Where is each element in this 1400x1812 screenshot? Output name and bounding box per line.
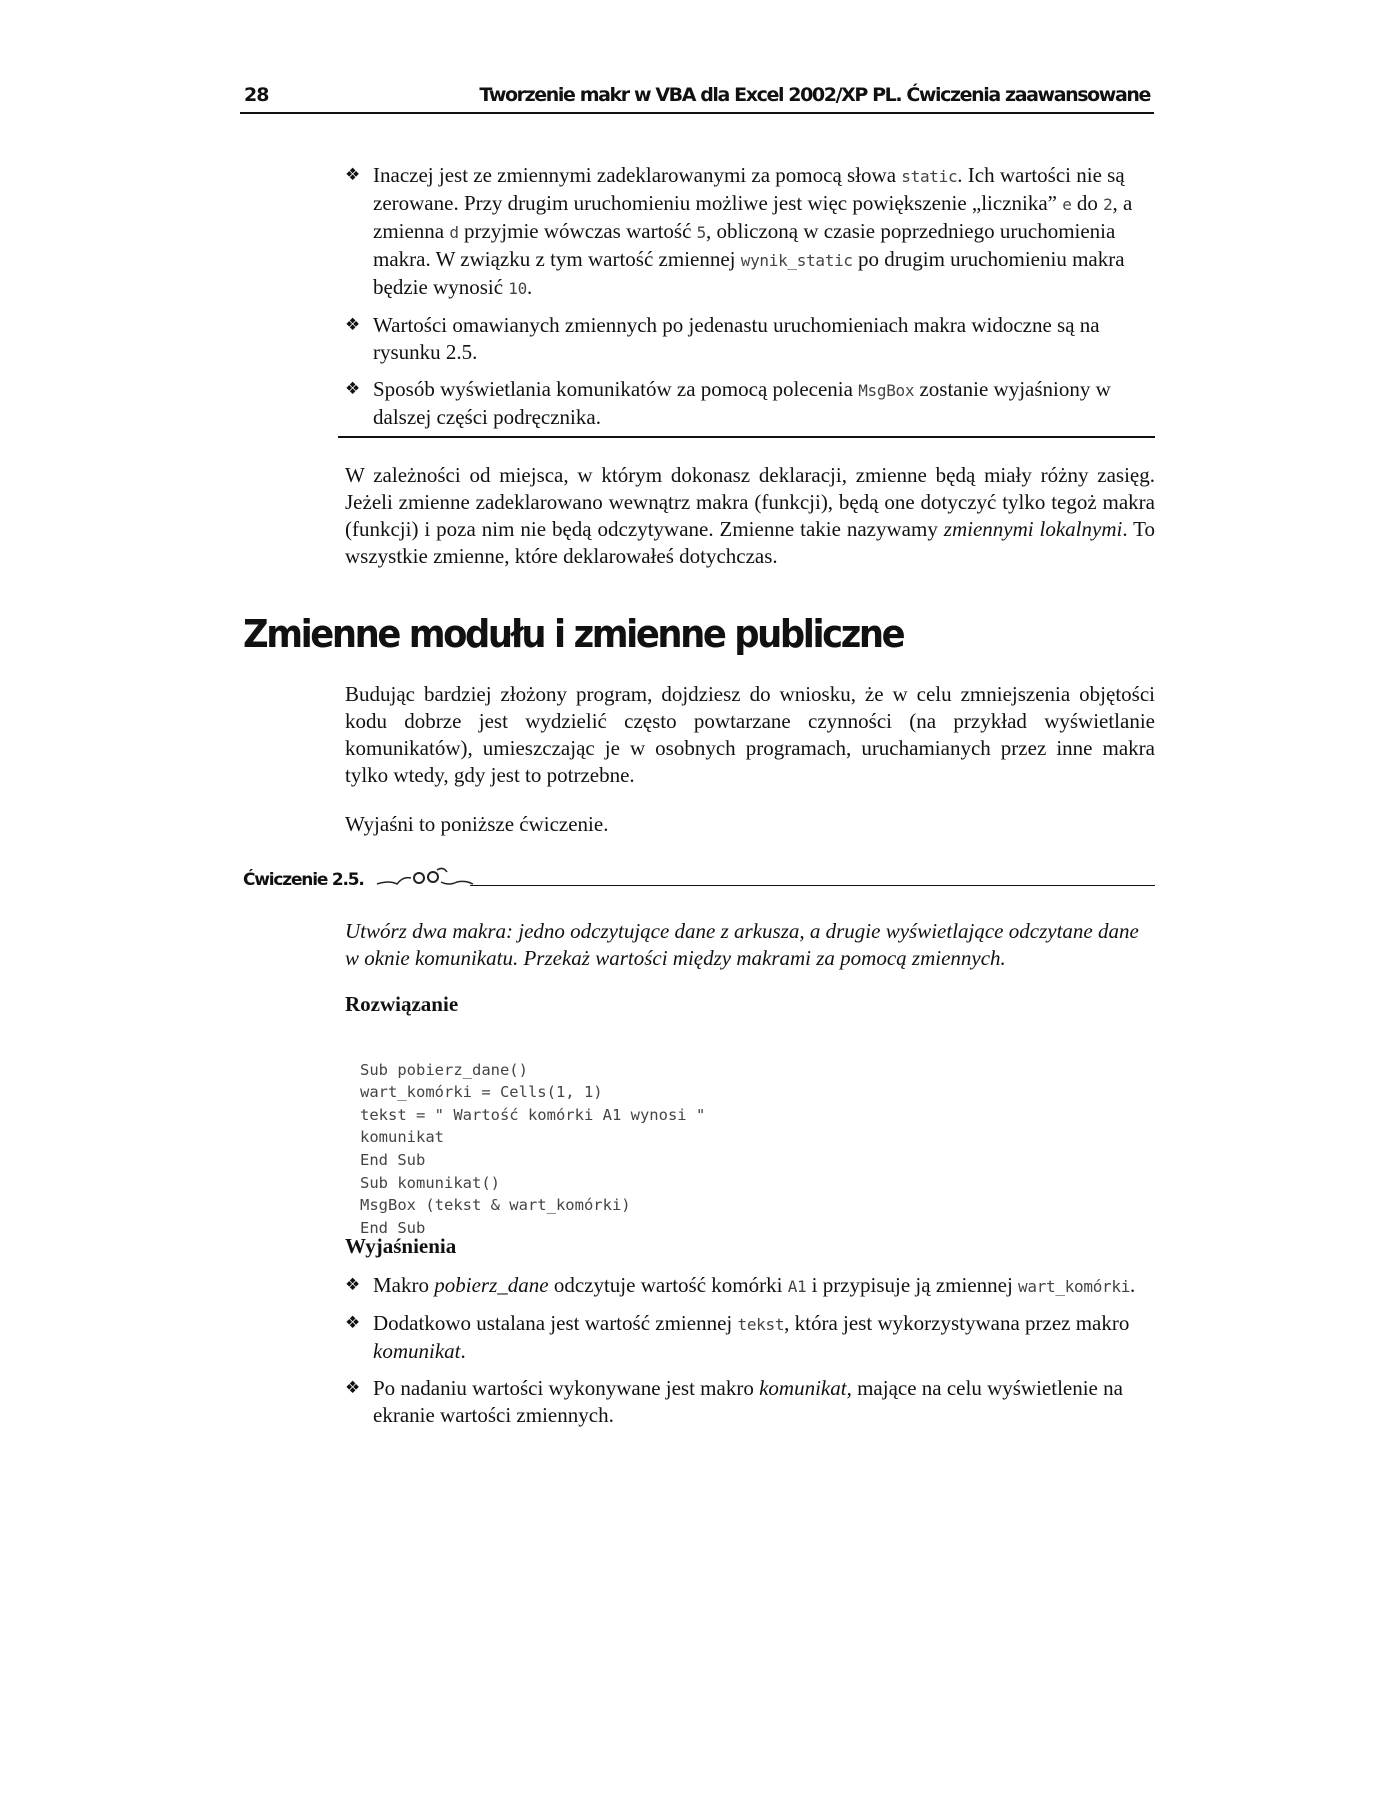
code-inline: static (901, 167, 958, 186)
diamond-bullet-icon: ❖ (345, 1313, 361, 1333)
code-inline: 2 (1103, 195, 1113, 214)
code-inline: A1 (787, 1277, 807, 1296)
exercise-rule (470, 885, 1155, 886)
paragraph-scope: W zależności od miejsca, w którym dokonasz deklaracji, zmienne będą miały różny zasięg. Jeżeli zmienne zadeklarowano wewnątrz makra (funkcji), będą one dotyczyć tylko tegoż makra (funkcji) i poza nim nie będą odczytywane. Zmienne takie nazywamy zmiennymi lokalnymi. To wszystkie zmienne, które deklarowałeś dotychczas. (345, 463, 1156, 568)
list-item: ❖ Po nadaniu wartości wykonywane jest makro komunikat, mające na celu wyświetlenie na ekranie wartości zmiennych. (345, 1376, 1123, 1427)
exercise-task: Utwórz dwa makra: jedno odczytujące dane z arkusza, a drugie wyświetlające odczytane dane w oknie komunikatu. Przekaż wartości między makrami za pomocą zmiennych. (345, 919, 1139, 970)
list-item: ❖ Sposób wyświetlania komunikatów za pomocą polecenia MsgBox zostanie wyjaśniony w dalszej części podręcznika. (345, 377, 1111, 429)
list-item: ❖ Wartości omawianych zmiennych po jedenastu uruchomieniach makra widoczne są na rysunku 2.5. (345, 313, 1100, 364)
diamond-bullet-icon: ❖ (345, 165, 361, 185)
code-inline: wynik_static (740, 251, 853, 270)
code-inline: d (449, 223, 459, 242)
code-inline: e (1062, 195, 1072, 214)
section-heading: Zmienne modułu i zmienne publiczne (243, 612, 904, 656)
page-number: 28 (244, 84, 269, 106)
solution-heading: Rozwiązanie (345, 992, 459, 1016)
paragraph-explain: Wyjaśni to poniższe ćwiczenie. (345, 812, 609, 836)
code-line: End Sub (360, 1150, 426, 1169)
explanations-heading: Wyjaśnienia (345, 1234, 457, 1258)
page-header (240, 84, 1154, 114)
exercise-ornament-icon (375, 864, 475, 888)
code-line: komunikat (360, 1128, 444, 1147)
paragraph-building: Budując bardziej złożony program, dojdziesz do wniosku, że w celu zmniejszenia objętości kodu dobrze jest wydzielić często powtarzane czynności (na przykład wyświetlanie komunikatów), umieszczając je w osobnych programach, uruchamianych przez inne makra tylko wtedy, gdy jest to potrzebne. (345, 682, 1155, 787)
list-item: ❖ Makro pobierz_dane odczytuje wartość komórki A1 i przypisuje ją zmiennej wart_komórki. (345, 1273, 1136, 1297)
list-item: ❖ Inaczej jest ze zmiennymi zadeklarowanymi za pomocą słowa static. Ich wartości nie są zerowane. Przy drugim uruchomieniu możliwe jest więc powiększenie „licznika” e do 2, a zmienna d przyjmie wówczas wartość 5, obliczoną w czasie poprzedniego uruchomienia makra. W związku z tym wartość zmiennej wynik_static po drugim uruchomieniu makra będzie wynosić 10. (345, 163, 1133, 299)
code-inline: 5 (696, 223, 706, 242)
code-inline: MsgBox (858, 381, 915, 400)
code-line: wart_komórki = Cells(1, 1) (360, 1083, 603, 1102)
bullet-list-top (345, 162, 1155, 441)
code-line: tekst = " Wartość komórki A1 wynosi " (360, 1105, 706, 1124)
diamond-bullet-icon: ❖ (345, 1378, 361, 1398)
running-title: Tworzenie makr w VBA dla Excel 2002/XP PL. Ćwiczenia zaawansowane (479, 84, 1150, 106)
code-inline: 10 (508, 279, 527, 298)
diamond-bullet-icon: ❖ (345, 379, 361, 399)
list-item: ❖ Dodatkowo ustalana jest wartość zmiennej tekst, która jest wykorzystywana przez makro komunikat. (345, 1311, 1130, 1363)
code-inline: wart_komórki (1018, 1277, 1131, 1296)
code-inline: tekst (737, 1315, 785, 1334)
bullet-list-bottom (345, 1272, 1155, 1439)
exercise-label: Ćwiczenie 2.5. (243, 870, 364, 890)
code-line: Sub komunikat() (360, 1173, 500, 1192)
code-block (360, 1036, 705, 1262)
code-line: MsgBox (tekst & wart_komórki) (360, 1196, 631, 1215)
code-line: End Sub (360, 1218, 426, 1237)
diamond-bullet-icon: ❖ (345, 315, 361, 335)
code-line: Sub pobierz_dane() (360, 1060, 528, 1079)
section-divider (338, 436, 1155, 438)
diamond-bullet-icon: ❖ (345, 1275, 361, 1295)
